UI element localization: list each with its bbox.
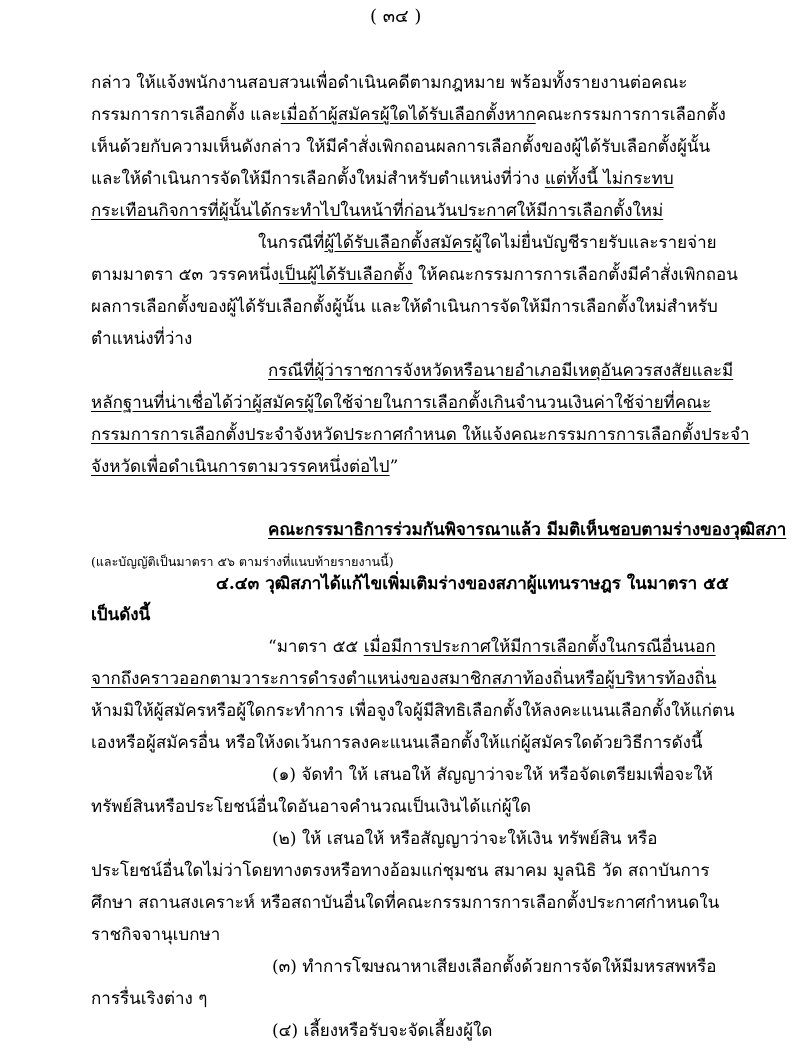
article-line2: จากถึงคราวออกตามวาระการดำรงตำแหน่งของสมาชิกสภาท้องถิ่นหรือผู้บริหารท้องถิ่น bbox=[91, 669, 717, 689]
para3-line3: กรรมการการเลือกตั้งประจำจังหวัดประกาศกำหนด ให้แจ้งคณะกรรมการการเลือกตั้งประจำ bbox=[91, 425, 750, 445]
para2-line2-c: ให้คณะกรรมการการเลือกตั้งมีคำสั่งเพิกถอน bbox=[412, 265, 738, 285]
section-heading-line2: เป็นดังนี้ bbox=[91, 605, 151, 625]
para3-line1: กรณีที่ผู้ว่าราชการจังหวัดหรือนายอำเภอมีเหตุอันควรสงสัยและมี bbox=[268, 361, 734, 381]
para1-line3: เห็นด้วยกับความเห็นดังกล่าว ให้มีคำสั่งเพิกถอนผลการเลือกตั้งของผู้ได้รับเลือกตั้งผู้นั้น bbox=[91, 137, 711, 157]
para2-line1-c: ผู้ใดไม่ยื่นบัญชีรายรับและรายจ่าย bbox=[471, 233, 717, 253]
para3-line4 bbox=[91, 456, 398, 478]
para1-line2-amended: เมื่อถ้าผู้สมัครผู้ใดได้รับเลือกตั้งหาก bbox=[280, 105, 536, 125]
article-line1 bbox=[268, 636, 716, 658]
item3-line1: (๓) ทำการโฆษณาหาเสียงเลือกตั้งด้วยการจัดให้มีมหรสพหรือ bbox=[272, 957, 717, 977]
page-number: ( ๓๔ ) bbox=[370, 6, 422, 27]
article-label: “มาตรา ๕๕ bbox=[268, 637, 364, 657]
para2-line1 bbox=[258, 232, 717, 254]
item4-line1: (๔) เลี้ยงหรือรับจะจัดเลี้ยงผู้ใด bbox=[272, 1021, 493, 1041]
para2-line2 bbox=[91, 264, 738, 286]
para1-line2-c: คณะกรรมการการเลือกตั้ง bbox=[535, 105, 726, 125]
committee-resolution-b: มีมติเห็นชอบตามร่างของวุฒิสภา bbox=[540, 520, 787, 540]
item2-line1: (๒) ให้ เสนอให้ หรือสัญญาว่าจะให้เงิน ทรัพย์สิน หรือ bbox=[272, 829, 658, 849]
para2-line2-a: ตามมาตรา ๕๓ วรรคหนึ่ง bbox=[91, 265, 279, 285]
article-line1-amended: เมื่อมีการประกาศให้มีการเลือกตั้งในกรณีอื่นนอก bbox=[363, 637, 716, 657]
para3-line4-amended: จังหวัดเพื่อดำเนินการตามวรรคหนึ่งต่อไป bbox=[91, 457, 390, 477]
para3-line2: หลักฐานที่น่าเชื่อได้ว่าผู้สมัครผู้ใดใช้จ่ายในการเลือกตั้งเกินจำนวนเงินค่าใช้จ่ายที่คณะ bbox=[91, 393, 712, 413]
para1-line1: กล่าว ให้แจ้งพนักงานสอบสวนเพื่อดำเนินคดีตามกฎหมาย พร้อมทั้งรายงานต่อคณะ bbox=[91, 73, 688, 93]
para2-line1-amended: ผู้ได้รับเลือกตั้งสมัคร bbox=[324, 233, 472, 253]
para1-line2-a: กรรมการการเลือกตั้ง และ bbox=[91, 105, 281, 125]
article-line4: เองหรือผู้สมัครอื่น หรือให้งดเว้นการลงคะแนนเลือกตั้งให้แก่ผู้สมัครใดด้วยวิธีการดังนี้ bbox=[91, 733, 703, 753]
item3-line2: การรื่นเริงต่าง ๆ bbox=[91, 989, 208, 1009]
item2-line2: ประโยชน์อื่นใดไม่ว่าโดยทางตรงหรือทางอ้อมแก่ชุมชน สมาคม มูลนิธิ วัด สถาบันการ bbox=[91, 861, 710, 881]
committee-resolution-a: คณะกรรมาธิการร่วมกันพิจารณาแล้ว bbox=[268, 520, 541, 540]
para2-line1-a: ในกรณีที่ bbox=[258, 233, 325, 253]
closing-quote: ” bbox=[389, 457, 399, 477]
para1-line5: กระเทือนกิจการที่ผู้นั้นได้กระทำไปในหน้าที่ก่อนวันประกาศให้มีการเลือกตั้งใหม่ bbox=[91, 201, 664, 221]
para2-line4: ตำแหน่งที่ว่าง bbox=[91, 329, 193, 349]
para1-line4-amended: แต่ทั้งนี้ ไม่กระทบ bbox=[544, 169, 674, 189]
item1-line1: (๑) จัดทำ ให้ เสนอให้ สัญญาว่าจะให้ หรือจัดเตรียมเพื่อจะให้ bbox=[272, 765, 713, 785]
item1-line2: ทรัพย์สินหรือประโยชน์อื่นใดอันอาจคำนวณเป็นเงินได้แก่ผู้ใด bbox=[91, 797, 532, 817]
para1-line4-a: และให้ดำเนินการจัดให้มีการเลือกตั้งใหม่สำหรับตำแหน่งที่ว่าง bbox=[91, 169, 545, 189]
para2-line2-amended: เป็นผู้ได้รับเลือกตั้ง bbox=[278, 265, 413, 285]
para1-line4 bbox=[91, 168, 674, 190]
item2-line4: ราชกิจจานุเบกษา bbox=[91, 925, 221, 945]
article-line3: ห้ามมิให้ผู้สมัครหรือผู้ใดกระทำการ เพื่อจูงใจผู้มีสิทธิเลือกตั้งให้ลงคะแนนเลือกตั้งให้แก่ตน bbox=[91, 701, 735, 721]
item2-line3: ศึกษา สถานสงเคราะห์ หรือสถาบันอื่นใดที่คณะกรรมการการเลือกตั้งประกาศกำหนดใน bbox=[91, 893, 720, 913]
committee-note: (และบัญญัติเป็นมาตรา ๕๖ ตามร่างที่แนบท้ายรายงานนี้) bbox=[91, 554, 394, 569]
para1-line2 bbox=[91, 104, 726, 126]
committee-resolution bbox=[268, 519, 786, 541]
para2-line3: ผลการเลือกตั้งของผู้ได้รับเลือกตั้งผู้นั้น และให้ดำเนินการจัดให้มีการเลือกตั้งใหม่สำหรับ bbox=[91, 297, 718, 317]
section-heading-line1: ๔.๔๓ วุฒิสภาได้แก้ไขเพิ่มเติมร่างของสภาผู้แทนราษฎร ในมาตรา ๕๕ bbox=[216, 574, 729, 594]
